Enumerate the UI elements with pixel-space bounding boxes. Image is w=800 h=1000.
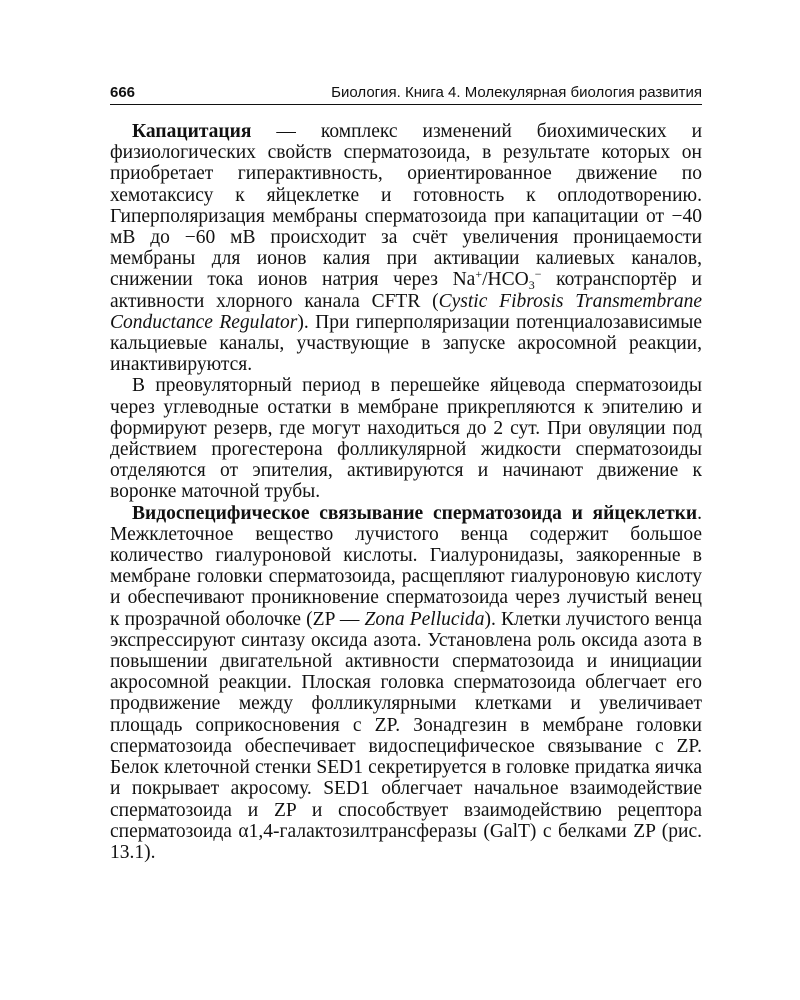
header-rule	[110, 104, 702, 105]
paragraph-species-binding	[110, 503, 702, 863]
paragraph-capacitation	[110, 121, 702, 375]
running-title: Биология. Книга 4. Молекулярная биология развития	[331, 84, 702, 101]
superscript: +	[475, 267, 483, 282]
page-number: 666	[110, 84, 136, 101]
italic-term: Zona Pellucida	[364, 608, 485, 630]
text-segment: /HCO	[482, 269, 529, 291]
heading-species-binding: Видоспецифическое связывание сперматозоида и яйцеклетки	[132, 502, 698, 524]
text-segment: Межклеточное вещество лучистого венца содержит большое количество гиалуроновой кислоты. Гиалуронидазы, заякоренные в мембране головки сперматозоида, расщепляют гиалуроновую кислоту и обеспечивают проникновение сперматозоида через лучистый венец к прозрачной оболочке (ZP —	[110, 523, 702, 630]
text-segment: .	[697, 502, 702, 524]
body-text	[110, 121, 702, 863]
running-header	[110, 84, 702, 101]
text-segment: — комплекс изменений биохимических и физиологических свойств сперматозоида, в результате которых он приобретает гиперактивность, ориентированное движение по хемотаксису к яйцеклетке и готовность к оплодотворению. Гиперполяризация мембраны сперматозоида при капацитации от −40 мВ до −60 мВ происходит за счёт увеличения проницаемости мембраны для ионов калия при активации калиевых каналов, снижении тока ионов натрия через Na	[110, 121, 702, 291]
text-segment: ). При гиперполяризации потенциалозависимые кальциевые каналы, участвующие в запуске акросомной реакции, инактивируются.	[110, 311, 702, 376]
superscript: −	[534, 267, 542, 282]
term-capacitation: Капацитация	[132, 121, 252, 142]
text-segment: ). Клетки лучистого венца экспрессируют синтазу оксида азота. Установлена роль оксида азота в повышении двигательной активности сперматозоида и инициации акросомной реакции. Плоская головка сперматозоида облегчает его продвижение между фолликулярными клетками и увеличивает площадь соприкосновения с ZP. Зонадгезин в мембране головки сперматозоида обеспечивает видоспецифическое связывание с ZP. Белок клеточной стенки SED1 секретируется в головке придатка яичка и покрывает акросому. SED1 облегчает начальное взаимодействие сперматозоида и ZP и способствует взаимодействию рецептора сперматозоида α1,4-галактозилтрансферазы (GalT) с белками ZP (рис. 13.1).	[110, 608, 702, 863]
subscript: 3	[528, 278, 535, 293]
paragraph-preovulatory: В преовуляторный период в перешейке яйцевода сперматозоиды через углеводные остатки в мембране прикрепляются к эпителию и формируют резерв, где могут находиться до 2 сут. При овуляции под действием прогестерона фолликулярной жидкости сперматозоиды отделяются от эпителия, активируются и начинают движение к воронке маточной трубы.	[110, 375, 702, 503]
italic-term: Cystic Fibrosis Transmembrane Conductance Regulator	[110, 290, 702, 333]
text-segment: котранспортёр и активности хлорного канала CFTR (	[110, 269, 702, 312]
